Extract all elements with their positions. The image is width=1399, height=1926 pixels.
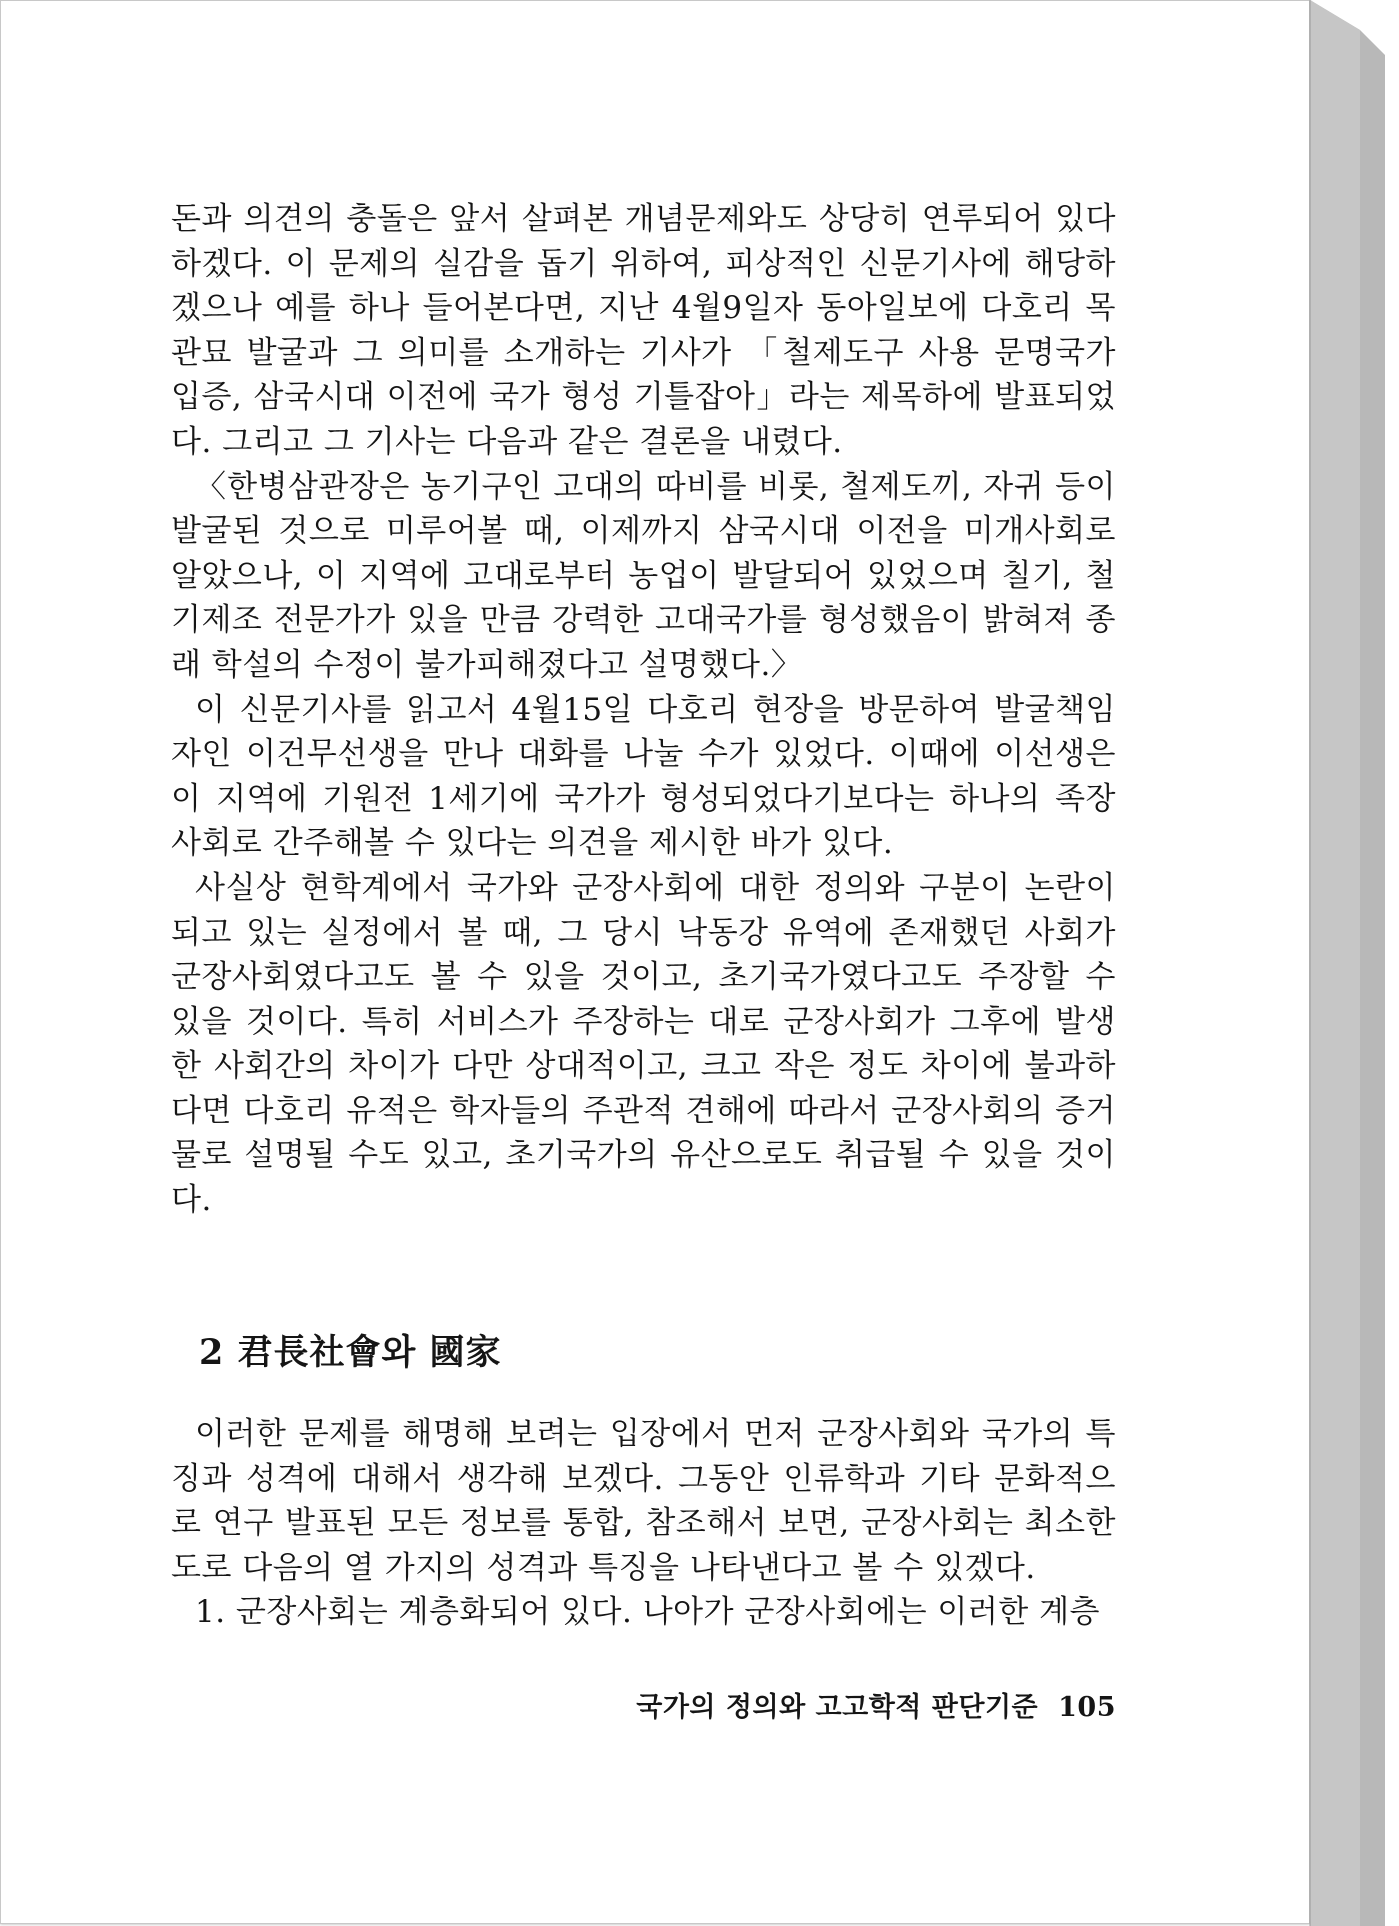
body-paragraph-4: 사실상 현학계에서 국가와 군장사회에 대한 정의와 구분이 논란이 되고 있는 실정에서 볼 때, 그 당시 낙동강 유역에 존재했던 사회가 군장사회였다고도 볼 수 있을 것이고, 초기국가였다고도 주장할 수 있을 것이다. 특히 서비스가 주장하는 대로 군장사회가 그후에 발생한 사회간의 차이가 다만 상대적이고, 크고 작은 정도 차이에 불과하다면 다호리 유적은 학자들의 주관적 견해에 따라서 군장사회의 증거물로 설명될 수도 있고, 초기국가의 유산으로도 취급될 수 있을 것이다. xyxy=(171,869,1116,1219)
running-title: 국가의 정의와 고고학적 판단기준 xyxy=(636,1692,1039,1723)
body-paragraph-1: 돈과 의견의 충돌은 앞서 살펴본 개념문제와도 상당히 연루되어 있다 하겠다. 이 문제의 실감을 돕기 위하여, 피상적인 신문기사에 해당하겠으나 예를 하나 들어본다면, 지난 4월9일자 동아일보에 다호리 목관묘 발굴과 그 의미를 소개하는 기사가 「철제도구 사용 문명국가 입증, 삼국시대 이전에 국가 형성 기틀잡아」라는 제목하에 발표되었다. 그리고 그 기사는 다음과 같은 결론을 내렸다. xyxy=(171,201,1116,460)
section-paragraph-1: 이러한 문제를 해명해 보려는 입장에서 먼저 군장사회와 국가의 특징과 성격에 대해서 생각해 보겠다. 그동안 인류학과 기타 문화적으로 연구 발표된 모든 정보를 통합, 참조해서 보면, 군장사회는 최소한도로 다음의 열 가지의 성격과 특징을 나타낸다고 볼 수 있겠다. xyxy=(171,1416,1116,1586)
body-paragraph-3: 이 신문기사를 읽고서 4월15일 다호리 현장을 방문하여 발굴책임자인 이건무선생을 만나 대화를 나눌 수가 있었다. 이때에 이선생은 이 지역에 기원전 1세기에 국가가 형성되었다기보다는 하나의 족장사회로 간주해볼 수 있다는 의견을 제시한 바가 있다. xyxy=(171,691,1116,862)
section-list-item-1: 1. 군장사회는 계층화되어 있다. 나아가 군장사회에는 이러한 계층 xyxy=(195,1594,1101,1631)
section-heading: 2 君長社會와 國家 xyxy=(199,1332,502,1373)
page-number: 105 xyxy=(1058,1692,1116,1723)
book-page-stack xyxy=(1310,0,1360,1926)
quoted-paragraph: 〈한병삼관장은 농기구인 고대의 따비를 비롯, 철제도끼, 자귀 등이 발굴된 것으로 미루어볼 때, 이제까지 삼국시대 이전을 미개사회로 알았으나, 이 지역에 고대로부터 농업이 발달되어 있었으며 칠기, 철기제조 전문가가 있을 만큼 강력한 고대국가를 형성했음이 밝혀져 종래 학설의 수정이 불가피해졌다고 설명했다.〉 xyxy=(171,468,1116,683)
